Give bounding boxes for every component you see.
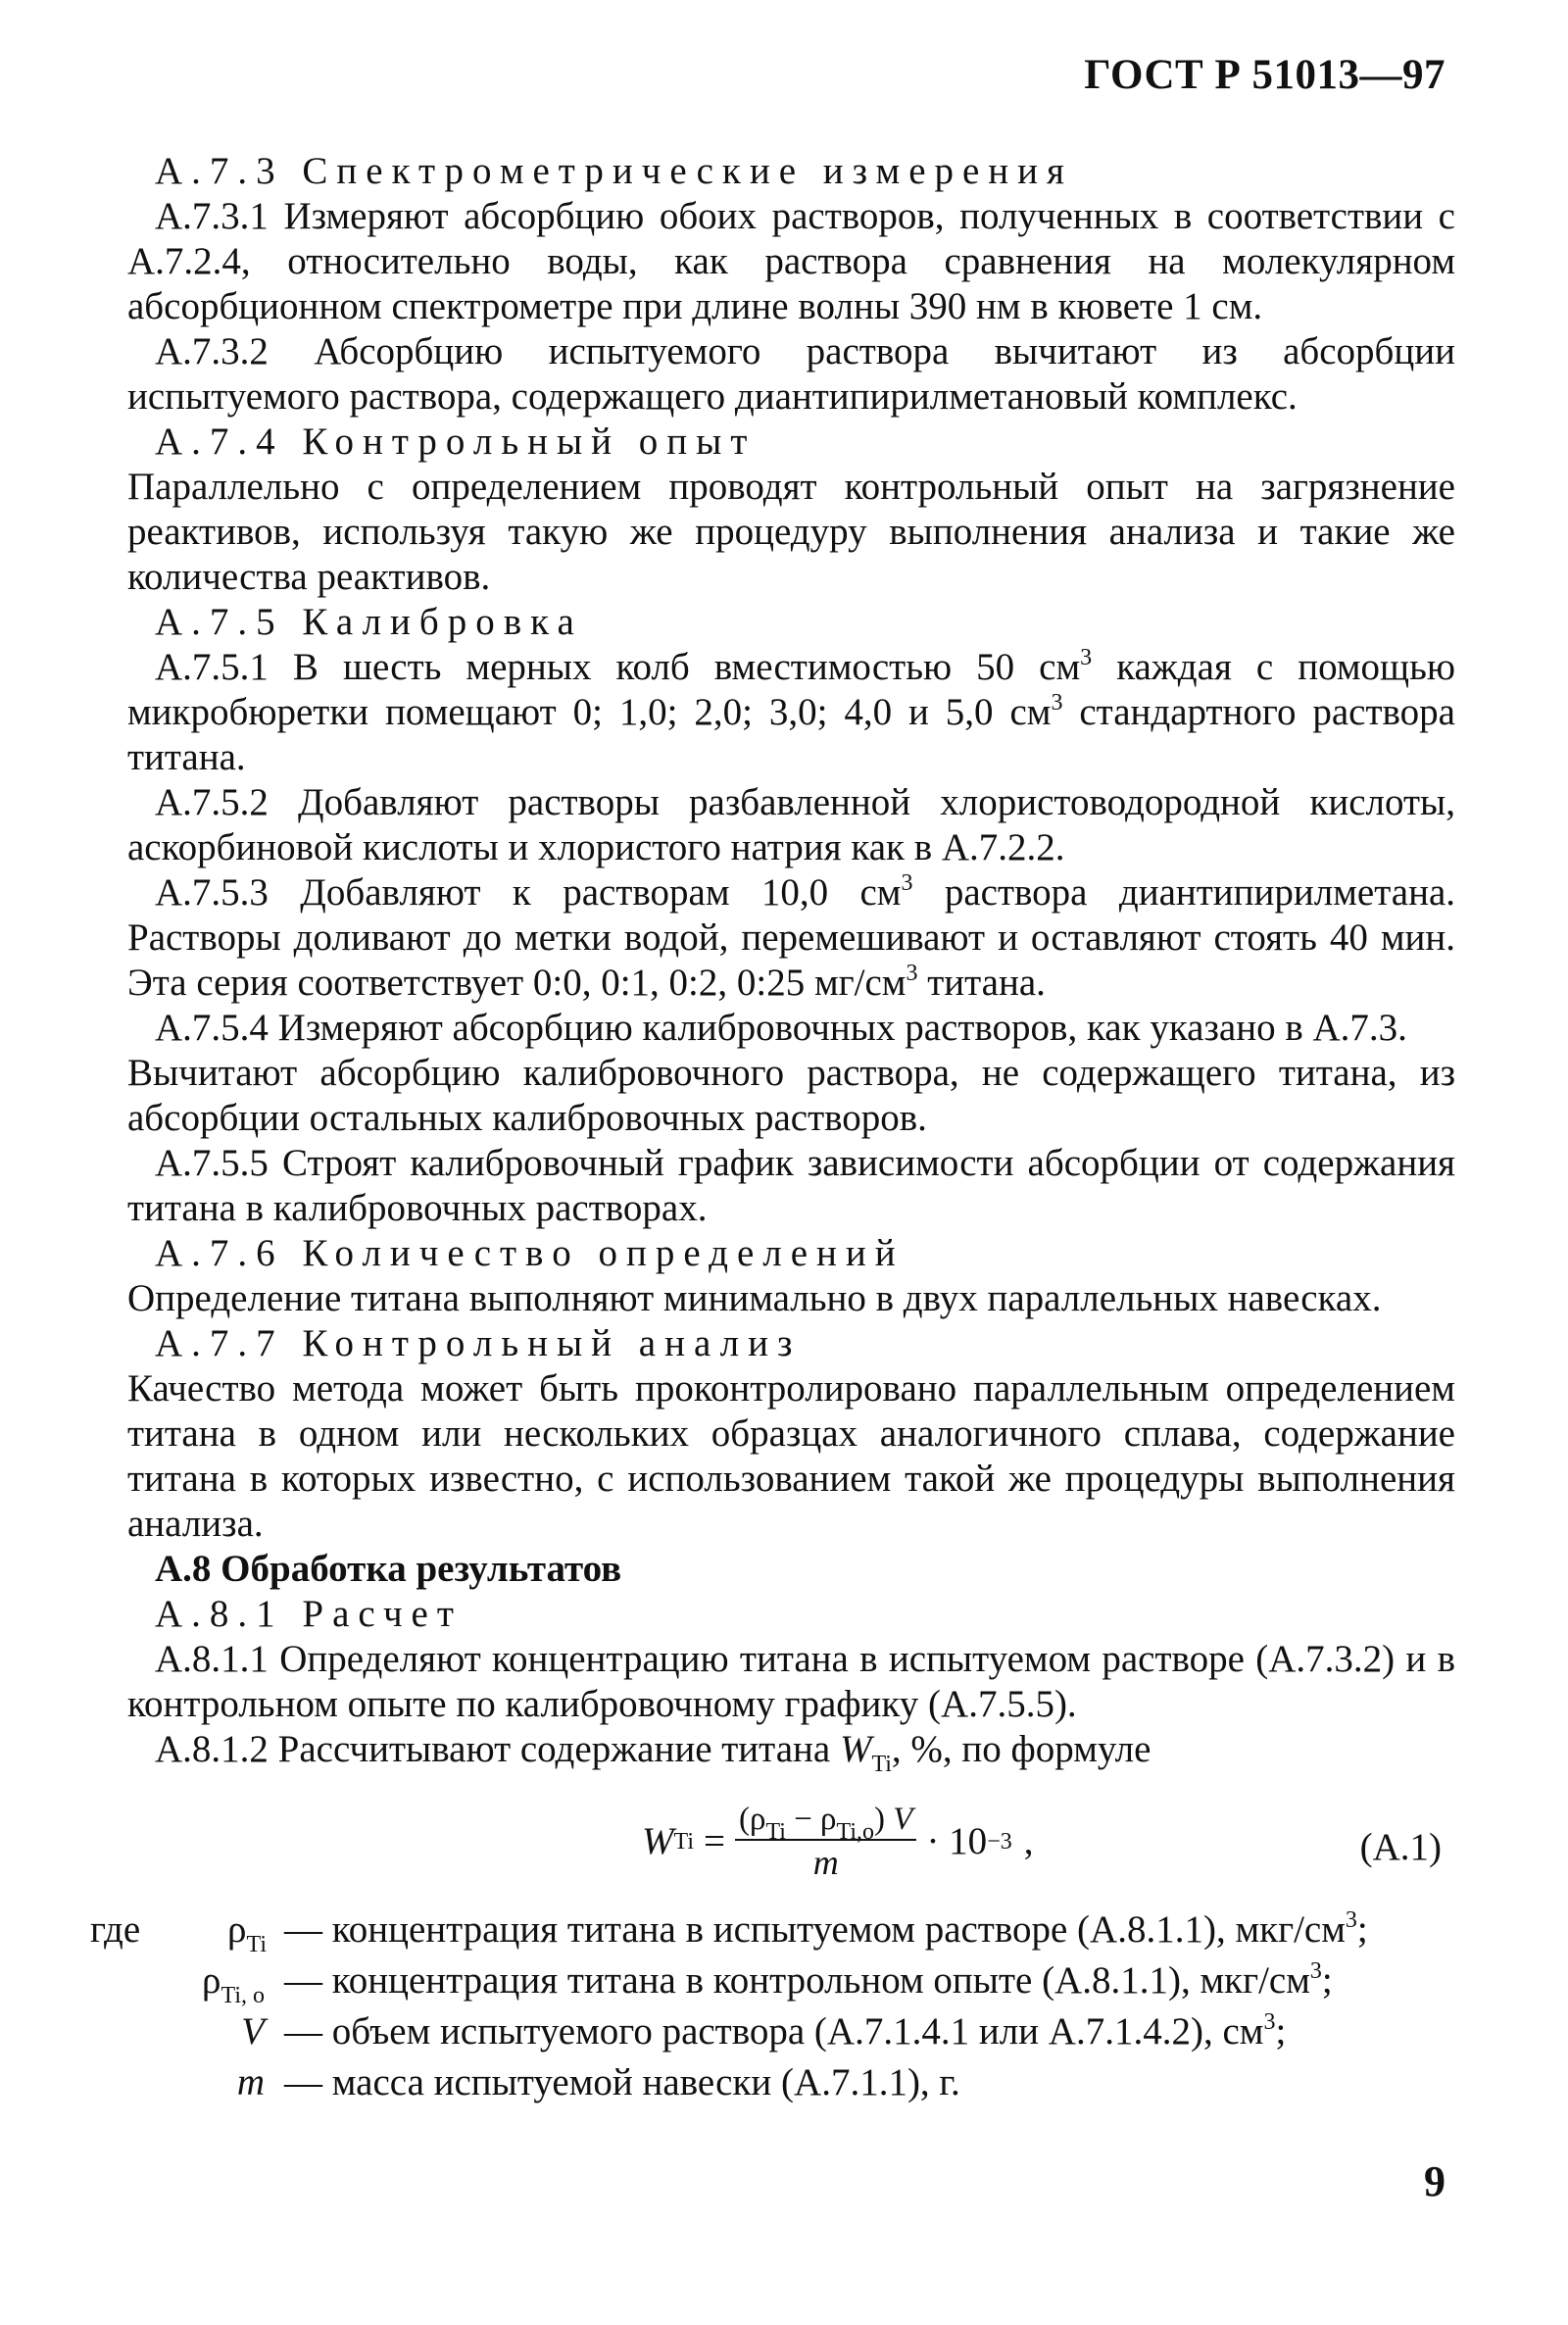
paragraph-a76: Определение титана выполняют минимально в двух параллельных навесках. [127, 1277, 1382, 1319]
paragraph-a812-part1: А.8.1.2 Рассчитывают содержание титана [155, 1728, 840, 1770]
subscript-ti: Ti [871, 1752, 892, 1777]
document-code: ГОСТ Р 51013—97 [1084, 52, 1446, 98]
legend-symbol-v: V [241, 2010, 265, 2053]
symbol-w: W [839, 1728, 872, 1770]
section-heading-a8: А.8 Обработка результатов [155, 1548, 622, 1590]
legend-row-m [127, 2060, 1455, 2111]
formula-num-sub1: Ti [765, 1819, 786, 1845]
formula-times: · 10 [926, 1820, 988, 1862]
legend-text-rho-tio [284, 1958, 1333, 2003]
paragraph-a754: А.7.5.4 Измеряют абсорбцию калибровочных растворов, как указано в А.7.3. [155, 1007, 1407, 1049]
superscript: 3 [1345, 1907, 1357, 1933]
paragraph-a732: А.7.3.2 Абсорбцию испытуемого раствора вычитают из абсорбции испытуемого раствора, содержащего диантипирилметановый комплекс. [127, 330, 1455, 418]
formula-num-minus: − ρ [785, 1802, 837, 1837]
paragraph-a812 [127, 1727, 1455, 1777]
paragraph-a74: Параллельно с определением проводят контрольный опыт на загрязнение реактивов, используя такую же процедуру выполнения анализа и такие же количества реактивов. [127, 466, 1455, 598]
legend-semicolon: ; [1321, 1959, 1333, 2002]
paragraph-a731: А.7.3.1 Измеряют абсорбцию обоих растворов, полученных в соответствии с А.7.2.4, относительно воды, как раствора сравнения на молекулярном абсорбционном спектрометре при длине волны 390 нм в кювете 1 см. [127, 195, 1455, 327]
formula-lhs-w: W [642, 1820, 674, 1862]
paragraph-a812-part2: , %, по формуле [891, 1728, 1152, 1770]
paragraph-a751-part3: стандартного раствора титана. [127, 691, 1455, 778]
legend-desc-rho-ti: — концентрация титана в испытуемом растворе (А.8.1.1), мкг/см [284, 1908, 1346, 1951]
formula-equals: = [703, 1820, 725, 1862]
legend-symbol-m: m [236, 2061, 265, 2103]
legend-row-rho-ti [90, 1907, 1455, 1958]
formula-numerator [735, 1800, 916, 1845]
legend-where: где [90, 1908, 141, 1951]
paragraph-a755: А.7.5.5 Строят калибровочный график зависимости абсорбции от содержания титана в калибровочных растворах. [127, 1142, 1455, 1229]
superscript: 3 [1263, 2009, 1276, 2035]
formula-num-v: V [893, 1802, 913, 1837]
formula-legend [90, 1907, 1455, 2111]
paragraph-a752: А.7.5.2 Добавляют растворы разбавленной хлористоводородной кислоты, аскорбиновой кислоты и хлористого натрия как в А.7.2.2. [127, 781, 1455, 868]
section-heading-a75: А.7.5 Калибровка [155, 601, 583, 643]
legend-text-v [284, 2009, 1286, 2054]
legend-desc-v: — объем испытуемого раствора (А.7.1.4.1 или А.7.1.4.2), см [284, 2010, 1264, 2053]
formula-num-open: (ρ [738, 1802, 766, 1837]
section-heading-a81: А.8.1 Расчет [155, 1593, 463, 1635]
paragraph-a751 [127, 645, 1455, 780]
formula-num-sub2: Ti,o [836, 1819, 875, 1845]
section-heading-a73: А.7.3 Спектрометрические измерения [155, 150, 1073, 192]
section-heading-a77: А.7.7 Контрольный анализ [155, 1322, 802, 1364]
legend-desc-rho-tio: — концентрация титана в контрольном опыте (А.8.1.1), мкг/см [284, 1959, 1310, 2002]
superscript: 3 [901, 870, 913, 896]
formula-denominator: m [812, 1843, 839, 1882]
section-heading-a76: А.7.6 Количество определений [155, 1232, 905, 1274]
legend-symbol-rho-tio [147, 1958, 265, 2008]
symbol-rho: ρ [227, 1908, 247, 1951]
page-number: 9 [1424, 2157, 1446, 2205]
document-body [90, 149, 1456, 2111]
superscript: 3 [906, 961, 918, 986]
legend-semicolon: ; [1275, 2010, 1287, 2053]
paragraph-a754-continued: Вычитают абсорбцию калибровочного раствора, не содержащего титана, из абсорбции остальных калибровочных растворов. [127, 1052, 1455, 1139]
formula-num-close: ) [874, 1802, 886, 1837]
legend-text-rho-ti [284, 1907, 1368, 1953]
legend-row-rho-tio [127, 1958, 1455, 2009]
paragraph-a753-part1: А.7.5.3 Добавляют к растворам 10,0 см [155, 871, 902, 914]
superscript: 3 [1309, 1958, 1322, 1984]
subscript-ti-o: Ti, o [220, 1983, 265, 2008]
superscript: 3 [1080, 645, 1093, 670]
legend-text-m: — масса испытуемой навески (А.7.1.1), г. [284, 2061, 960, 2103]
symbol-rho: ρ [202, 1959, 221, 2002]
paragraph-a753-part2: раствора диантипирилметана. Растворы доливают до метки водой, перемешивают и оставляют стоять 40 мин. Эта серия соответствует 0:0, 0:1, 0:2, 0:25 мг/см [127, 871, 1456, 1004]
legend-symbol-rho-ti [178, 1907, 267, 1957]
paragraph-a751-part2: каждая с помощью микробюретки помещают 0; 1,0; 2,0; 3,0; 4,0 и 5,0 см [127, 646, 1455, 733]
superscript: 3 [1051, 690, 1063, 716]
formula-fraction [735, 1800, 916, 1884]
legend-semicolon: ; [1356, 1908, 1368, 1951]
paragraph-a753 [127, 870, 1455, 1006]
paragraph-a811: А.8.1.1 Определяют концентрацию титана в испытуемом растворе (А.7.3.2) и в контрольном опыте по калибровочному графику (А.7.5.5). [127, 1638, 1455, 1725]
paragraph-a77: Качество метода может быть проконтролировано параллельным определением титана в одном или нескольких образцах аналогичного сплава, содержание титана в которых известно, с использованием такой же процедуры выполнения анализа. [127, 1367, 1455, 1545]
formula-number: (А.1) [1359, 1826, 1442, 1868]
formula-comma: , [1023, 1820, 1034, 1862]
formula-expression: W Ti = $\frac{(\rho_{Ti} - \rho_{Ti,o}) V}{m}$ · 10 −3 , [642, 1802, 1034, 1882]
formula-a1 [127, 1786, 1455, 1896]
subscript-ti: Ti [246, 1932, 267, 1957]
paragraph-a751-part1: А.7.5.1 В шесть мерных колб вместимостью 50 см [155, 646, 1081, 688]
paragraph-a753-part3: титана. [917, 962, 1046, 1004]
legend-row-v [127, 2009, 1455, 2060]
section-heading-a74: А.7.4 Контрольный опыт [155, 420, 757, 463]
